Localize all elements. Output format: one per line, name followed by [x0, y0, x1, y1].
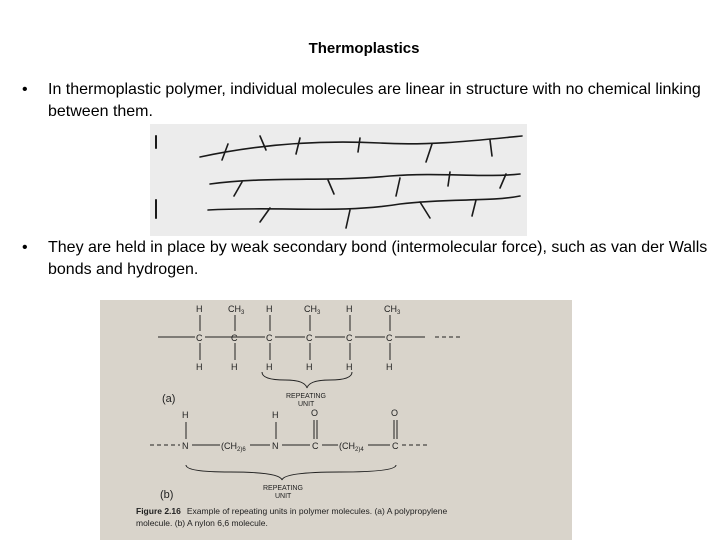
- atom-h: H: [196, 362, 203, 372]
- methyl-group: $CH_3$: [228, 304, 245, 316]
- atom-n: N: [272, 441, 279, 451]
- atom-n: N: [182, 441, 189, 451]
- atom-h: H: [386, 362, 393, 372]
- chain-1: [200, 136, 522, 157]
- atom-c: C: [386, 333, 393, 343]
- bullet-text: They are held in place by weak secondary bond (intermolecular force), such as van der Walls bonds and hydrogen.: [48, 239, 708, 278]
- repeating-unit-label-b: REPEATING: [263, 485, 303, 492]
- slide-title: Thermoplastics: [308, 40, 420, 57]
- atom-c: C: [346, 333, 353, 343]
- atom-o: O: [311, 408, 319, 418]
- bullet-text: In thermoplastic polymer, individual molecules are linear in structure with no chemical linking between them.: [48, 81, 701, 120]
- panel-label-a: (a): [162, 393, 176, 405]
- atom-c: C: [312, 441, 319, 451]
- atom-h: H: [346, 362, 353, 372]
- atom-c: C: [392, 441, 399, 451]
- atom-h: H: [182, 410, 189, 420]
- atom-h: H: [346, 304, 353, 314]
- atom-h: H: [196, 304, 203, 314]
- methylene-chain: ($CH_{2)4}$: [339, 441, 364, 453]
- repeating-unit-label-b: UNIT: [275, 493, 292, 500]
- figure-caption-line2: molecule. (b) A nylon 6,6 molecule.: [136, 518, 268, 528]
- atom-c: C: [231, 333, 238, 343]
- bullet-marker: •: [22, 81, 28, 98]
- repeating-units-drawing: [100, 300, 572, 540]
- figure-caption-line1: Figure 2.16 Example of repeating units in polymer molecules. (a) A polypropylene: [136, 506, 448, 516]
- repeating-unit-label-a: UNIT: [298, 401, 315, 408]
- bullet-marker: •: [22, 239, 28, 256]
- methylene-chain: ($CH_{2)6}$: [221, 441, 246, 453]
- atom-h: H: [272, 410, 279, 420]
- repeating-units-figure: [100, 300, 572, 540]
- atom-h: H: [266, 304, 273, 314]
- linear-chains-illustration: [150, 124, 527, 236]
- chain-2: [210, 174, 520, 184]
- atom-c: C: [266, 333, 273, 343]
- atom-h: H: [306, 362, 313, 372]
- repeating-unit-label-a: REPEATING: [286, 393, 326, 400]
- atom-c: C: [306, 333, 313, 343]
- methyl-group: $CH_3$: [384, 304, 401, 316]
- chain-3: [208, 196, 520, 210]
- panel-label-b: (b): [160, 489, 174, 501]
- atom-c: C: [196, 333, 203, 343]
- linear-chains-drawing: [150, 124, 527, 236]
- atom-o: O: [391, 408, 399, 418]
- methyl-group: $CH_3$: [304, 304, 321, 316]
- atom-h: H: [266, 362, 273, 372]
- atom-h: H: [231, 362, 238, 372]
